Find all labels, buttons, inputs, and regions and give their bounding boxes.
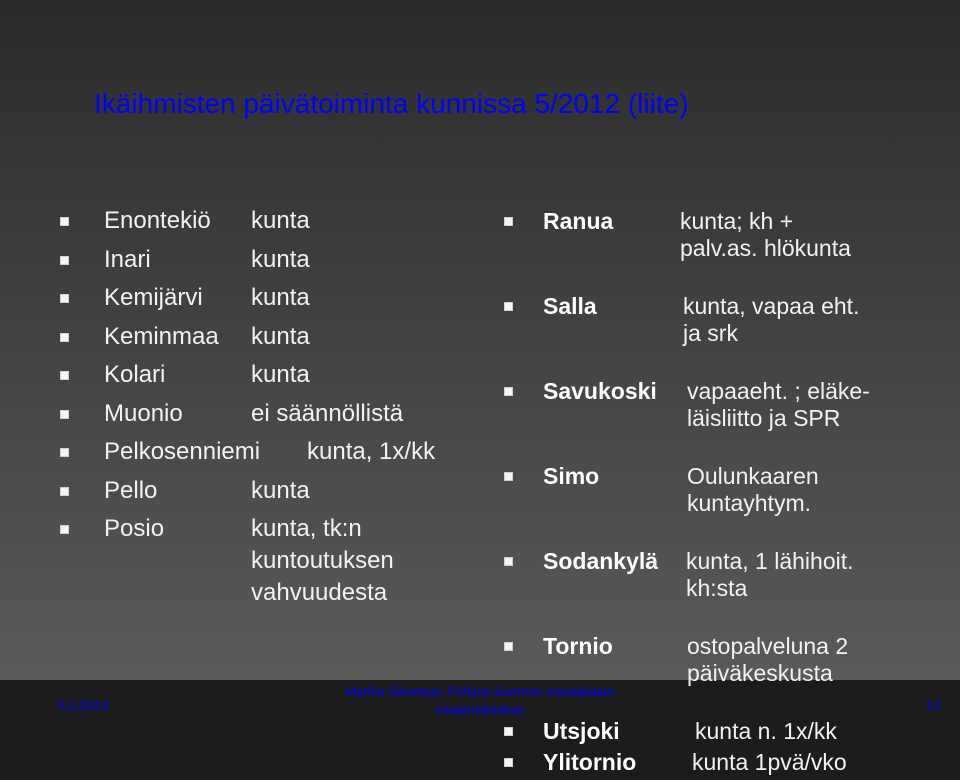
- service-description-line: päiväkeskusta: [687, 660, 833, 686]
- bullet-icon: [504, 758, 513, 767]
- list-item: [494, 293, 944, 347]
- service-description: [251, 359, 310, 391]
- service-description: [680, 208, 851, 262]
- service-description: [692, 749, 847, 776]
- municipality-name: Sodankylä: [543, 548, 659, 574]
- service-description: [251, 321, 310, 353]
- service-description: [686, 548, 854, 602]
- list-item: [54, 321, 474, 360]
- service-description-line: kunta; kh +: [680, 208, 794, 234]
- service-description-line: kh:sta: [686, 575, 748, 601]
- service-description: [251, 282, 310, 314]
- service-description-line: kuntayhtym.: [687, 490, 811, 516]
- bullet-icon: [60, 294, 69, 303]
- list-item: [54, 205, 474, 244]
- service-description-line: kunta, 1 lähihoit.: [686, 548, 854, 574]
- footer: [0, 680, 960, 720]
- list-item: [54, 244, 474, 283]
- service-description: [307, 436, 435, 468]
- service-description-line: kunta: [251, 476, 310, 504]
- bullet-icon: [60, 410, 69, 419]
- bullet-icon: [504, 387, 513, 396]
- service-description-line: ei säännöllistä: [251, 399, 404, 427]
- list-item: [54, 398, 474, 437]
- footer-author-line-1: Marika Silvenius, Pohjois-Suomen sosiaalialan: [345, 684, 615, 699]
- service-description: [687, 463, 819, 517]
- bullet-icon: [60, 256, 69, 265]
- service-description-line: Oulunkaaren: [687, 463, 819, 489]
- bullet-icon: [60, 217, 69, 226]
- footer-page-number: 13: [925, 698, 940, 713]
- bullet-icon: [60, 448, 69, 457]
- bullet-icon: [504, 472, 513, 481]
- municipality-name: Utsjoki: [543, 718, 620, 744]
- bullet-icon: [504, 557, 513, 566]
- service-description: [251, 513, 394, 609]
- municipality-name: Pello: [104, 476, 158, 504]
- bullet-icon: [60, 371, 69, 380]
- list-item: [54, 475, 474, 514]
- service-description: [251, 475, 310, 507]
- service-description-line: kunta: [251, 322, 310, 350]
- service-description-line: kuntoutuksen: [251, 547, 394, 574]
- service-description: [251, 244, 310, 276]
- footer-date: 5.2.2013: [58, 698, 109, 713]
- bullet-icon: [504, 302, 513, 311]
- list-item: [494, 463, 944, 517]
- service-description-line: kunta: [251, 207, 310, 234]
- municipality-name: Enontekiö: [104, 207, 211, 234]
- service-description-line: läisliitto ja SPR: [687, 405, 841, 431]
- municipality-name: Inari: [104, 245, 151, 273]
- municipality-name: Muonio: [104, 399, 183, 427]
- municipality-name: Ranua: [543, 208, 614, 234]
- service-description-line: kunta: [251, 361, 310, 388]
- municipality-name: Kolari: [104, 361, 166, 388]
- service-description-line: palv.as. hlökunta: [680, 235, 851, 261]
- list-item: [54, 513, 474, 609]
- service-description-line: ja srk: [683, 320, 738, 346]
- bullet-icon: [504, 642, 513, 651]
- service-description-line: kunta: [251, 245, 310, 273]
- municipality-name: Tornio: [543, 633, 613, 659]
- list-item: [54, 282, 474, 321]
- list-item: [54, 436, 474, 475]
- service-description-line: vahvuudesta: [251, 579, 388, 606]
- service-description-line: kunta 1pvä/vko: [692, 749, 847, 775]
- list-item: [494, 378, 944, 432]
- municipality-name: Ylitornio: [543, 749, 637, 775]
- service-description-line: kunta n. 1x/kk: [695, 718, 837, 744]
- service-description: [687, 378, 870, 432]
- service-description: [251, 398, 403, 430]
- municipality-name: Posio: [104, 515, 165, 542]
- municipality-name: Savukoski: [543, 378, 657, 404]
- bullet-icon: [60, 487, 69, 496]
- slide-title: Ikäihmisten päivätoiminta kunnissa 5/2012 (liite): [94, 88, 689, 119]
- municipality-name: Pelkosenniemi: [104, 438, 261, 465]
- list-item: [494, 633, 944, 687]
- left-municipality-list: [54, 205, 474, 609]
- service-description-line: vapaaeht. ; eläke-: [687, 378, 870, 404]
- footer-author-line-2: osaamiskeskus: [435, 702, 525, 717]
- municipality-name: Kemijärvi: [104, 284, 203, 311]
- service-description-line: kunta: [251, 284, 310, 311]
- service-description: [683, 293, 859, 347]
- bullet-icon: [504, 727, 513, 736]
- service-description: [695, 718, 837, 745]
- service-description-line: kunta, vapaa eht.: [683, 293, 860, 319]
- municipality-name: Salla: [543, 293, 597, 319]
- bullet-icon: [504, 217, 513, 226]
- footer-author: [330, 683, 630, 719]
- list-item: [494, 749, 944, 776]
- municipality-name: Keminmaa: [104, 322, 219, 350]
- bullet-icon: [60, 525, 69, 534]
- list-item: [494, 548, 944, 602]
- service-description: [251, 205, 310, 237]
- service-description: [687, 633, 848, 687]
- bullet-icon: [60, 333, 69, 342]
- service-description-line: kunta, 1x/kk: [307, 438, 436, 465]
- municipality-name: Simo: [543, 463, 600, 489]
- list-item: [494, 718, 944, 745]
- service-description-line: kunta, tk:n: [251, 515, 362, 542]
- list-item: [494, 208, 944, 262]
- list-item: [54, 359, 474, 398]
- service-description-line: ostopalveluna 2: [687, 633, 849, 659]
